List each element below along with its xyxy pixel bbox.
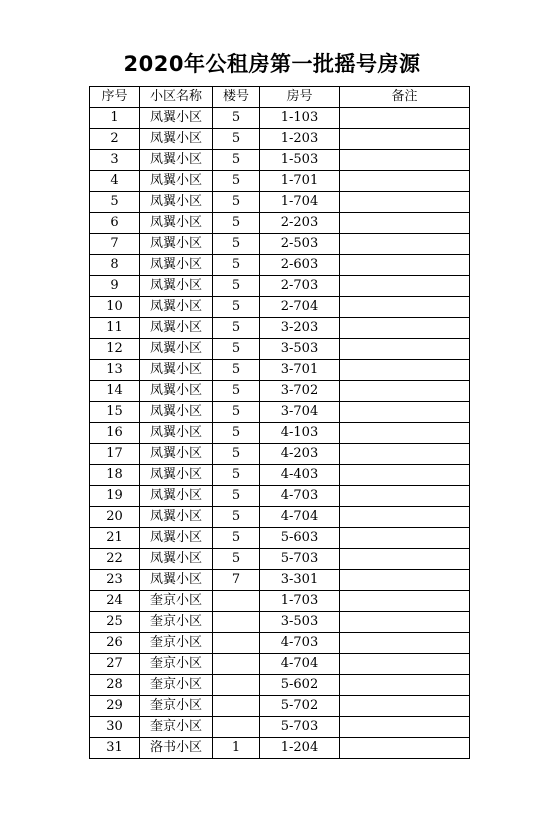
cell-no: 11 [90,318,140,339]
table-row [90,717,470,738]
cell-note [340,297,470,318]
cell-no: 23 [90,570,140,591]
cell-note [340,339,470,360]
cell-building [213,633,260,654]
table-row [90,297,470,318]
cell-no: 10 [90,297,140,318]
cell-community: 凤翼小区 [140,318,213,339]
cell-building: 5 [213,423,260,444]
cell-no: 2 [90,129,140,150]
cell-room: 1-203 [260,129,340,150]
cell-room: 4-704 [260,654,340,675]
table-row [90,255,470,276]
cell-community: 凤翼小区 [140,570,213,591]
cell-building: 5 [213,339,260,360]
cell-room: 5-703 [260,549,340,570]
cell-building: 5 [213,444,260,465]
cell-note [340,444,470,465]
cell-no: 31 [90,738,140,759]
cell-no: 14 [90,381,140,402]
cell-note [340,591,470,612]
cell-no: 17 [90,444,140,465]
table-row [90,171,470,192]
cell-no: 22 [90,549,140,570]
cell-room: 3-701 [260,360,340,381]
cell-room: 3-301 [260,570,340,591]
cell-community: 洛书小区 [140,738,213,759]
cell-room: 5-702 [260,696,340,717]
cell-community: 凤翼小区 [140,528,213,549]
cell-note [340,528,470,549]
cell-community: 奎京小区 [140,696,213,717]
cell-no: 30 [90,717,140,738]
cell-building: 5 [213,255,260,276]
cell-community: 凤翼小区 [140,486,213,507]
cell-community: 凤翼小区 [140,423,213,444]
cell-room: 2-503 [260,234,340,255]
cell-room: 5-602 [260,675,340,696]
cell-community: 奎京小区 [140,591,213,612]
cell-building: 5 [213,192,260,213]
cell-building: 1 [213,738,260,759]
cell-building [213,654,260,675]
cell-no: 4 [90,171,140,192]
cell-building [213,612,260,633]
cell-room: 5-703 [260,717,340,738]
cell-room: 3-702 [260,381,340,402]
table-row [90,570,470,591]
cell-no: 27 [90,654,140,675]
cell-note [340,381,470,402]
cell-no: 15 [90,402,140,423]
cell-community: 凤翼小区 [140,297,213,318]
cell-no: 6 [90,213,140,234]
cell-no: 25 [90,612,140,633]
table-row [90,675,470,696]
cell-room: 1-703 [260,591,340,612]
table-row [90,549,470,570]
table-row [90,381,470,402]
cell-no: 26 [90,633,140,654]
table-row [90,423,470,444]
cell-note [340,150,470,171]
cell-community: 凤翼小区 [140,339,213,360]
cell-no: 21 [90,528,140,549]
cell-building: 5 [213,360,260,381]
cell-note [340,654,470,675]
table-row [90,633,470,654]
cell-community: 凤翼小区 [140,444,213,465]
cell-note [340,675,470,696]
cell-room: 4-203 [260,444,340,465]
table-row [90,738,470,759]
table-row [90,654,470,675]
cell-community: 奎京小区 [140,633,213,654]
cell-room: 1-204 [260,738,340,759]
cell-note [340,129,470,150]
cell-note [340,633,470,654]
cell-room: 1-701 [260,171,340,192]
cell-no: 13 [90,360,140,381]
cell-building [213,591,260,612]
cell-room: 2-203 [260,213,340,234]
cell-note [340,276,470,297]
column-header-community: 小区名称 [140,87,213,108]
cell-building: 5 [213,402,260,423]
cell-community: 奎京小区 [140,675,213,696]
cell-community: 凤翼小区 [140,213,213,234]
table-row [90,192,470,213]
cell-note [340,549,470,570]
column-header-building: 楼号 [213,87,260,108]
cell-community: 凤翼小区 [140,360,213,381]
cell-no: 29 [90,696,140,717]
cell-room: 4-703 [260,633,340,654]
cell-community: 奎京小区 [140,612,213,633]
cell-community: 凤翼小区 [140,150,213,171]
cell-no: 1 [90,108,140,129]
cell-room: 1-704 [260,192,340,213]
cell-community: 凤翼小区 [140,192,213,213]
table-row [90,402,470,423]
cell-note [340,465,470,486]
cell-note [340,360,470,381]
cell-building: 5 [213,486,260,507]
cell-community: 凤翼小区 [140,234,213,255]
cell-building: 5 [213,528,260,549]
cell-building: 5 [213,276,260,297]
cell-room: 4-703 [260,486,340,507]
table-row [90,591,470,612]
cell-community: 凤翼小区 [140,171,213,192]
cell-note [340,402,470,423]
cell-community: 凤翼小区 [140,465,213,486]
cell-no: 8 [90,255,140,276]
table-row [90,234,470,255]
cell-room: 1-503 [260,150,340,171]
cell-community: 凤翼小区 [140,276,213,297]
cell-community: 奎京小区 [140,654,213,675]
housing-table [89,86,470,759]
cell-community: 凤翼小区 [140,108,213,129]
cell-no: 18 [90,465,140,486]
cell-building: 5 [213,213,260,234]
cell-room: 2-603 [260,255,340,276]
cell-note [340,108,470,129]
cell-no: 3 [90,150,140,171]
cell-building: 5 [213,171,260,192]
cell-community: 凤翼小区 [140,507,213,528]
cell-room: 3-203 [260,318,340,339]
table-row [90,129,470,150]
cell-room: 3-704 [260,402,340,423]
cell-note [340,171,470,192]
cell-no: 5 [90,192,140,213]
cell-note [340,318,470,339]
table-row [90,108,470,129]
cell-room: 2-703 [260,276,340,297]
cell-note [340,612,470,633]
cell-room: 4-704 [260,507,340,528]
column-header-room: 房号 [260,87,340,108]
table-row [90,339,470,360]
cell-note [340,234,470,255]
table-row [90,276,470,297]
cell-building: 5 [213,549,260,570]
cell-note [340,192,470,213]
cell-building: 5 [213,318,260,339]
table-row [90,150,470,171]
table-header [90,87,470,108]
cell-building: 5 [213,150,260,171]
cell-room: 3-503 [260,612,340,633]
cell-note [340,255,470,276]
header-row [90,87,470,108]
column-header-no: 序号 [90,87,140,108]
cell-building [213,696,260,717]
cell-note [340,717,470,738]
cell-building: 5 [213,381,260,402]
cell-community: 凤翼小区 [140,549,213,570]
cell-building: 7 [213,570,260,591]
cell-room: 5-603 [260,528,340,549]
cell-note [340,696,470,717]
cell-no: 20 [90,507,140,528]
cell-room: 4-403 [260,465,340,486]
cell-no: 16 [90,423,140,444]
cell-building: 5 [213,129,260,150]
cell-building [213,717,260,738]
table-row [90,507,470,528]
cell-room: 2-704 [260,297,340,318]
table-body [90,108,470,759]
table-row [90,360,470,381]
table-row [90,213,470,234]
cell-note [340,570,470,591]
cell-community: 凤翼小区 [140,381,213,402]
cell-note [340,213,470,234]
cell-building: 5 [213,507,260,528]
cell-no: 7 [90,234,140,255]
cell-note [340,738,470,759]
table-row [90,444,470,465]
column-header-note: 备注 [340,87,470,108]
cell-room: 1-103 [260,108,340,129]
cell-no: 12 [90,339,140,360]
table-row [90,612,470,633]
cell-community: 奎京小区 [140,717,213,738]
cell-community: 凤翼小区 [140,129,213,150]
cell-note [340,507,470,528]
cell-room: 3-503 [260,339,340,360]
cell-building [213,675,260,696]
cell-community: 凤翼小区 [140,402,213,423]
cell-building: 5 [213,297,260,318]
cell-no: 9 [90,276,140,297]
table-row [90,486,470,507]
cell-no: 24 [90,591,140,612]
table-row [90,528,470,549]
cell-no: 19 [90,486,140,507]
table-row [90,318,470,339]
cell-building: 5 [213,465,260,486]
cell-note [340,423,470,444]
table-row [90,696,470,717]
cell-community: 凤翼小区 [140,255,213,276]
cell-building: 5 [213,234,260,255]
table-row [90,465,470,486]
cell-no: 28 [90,675,140,696]
cell-building: 5 [213,108,260,129]
cell-room: 4-103 [260,423,340,444]
cell-note [340,486,470,507]
page-title: 2020年公租房第一批摇号房源 [123,52,421,76]
